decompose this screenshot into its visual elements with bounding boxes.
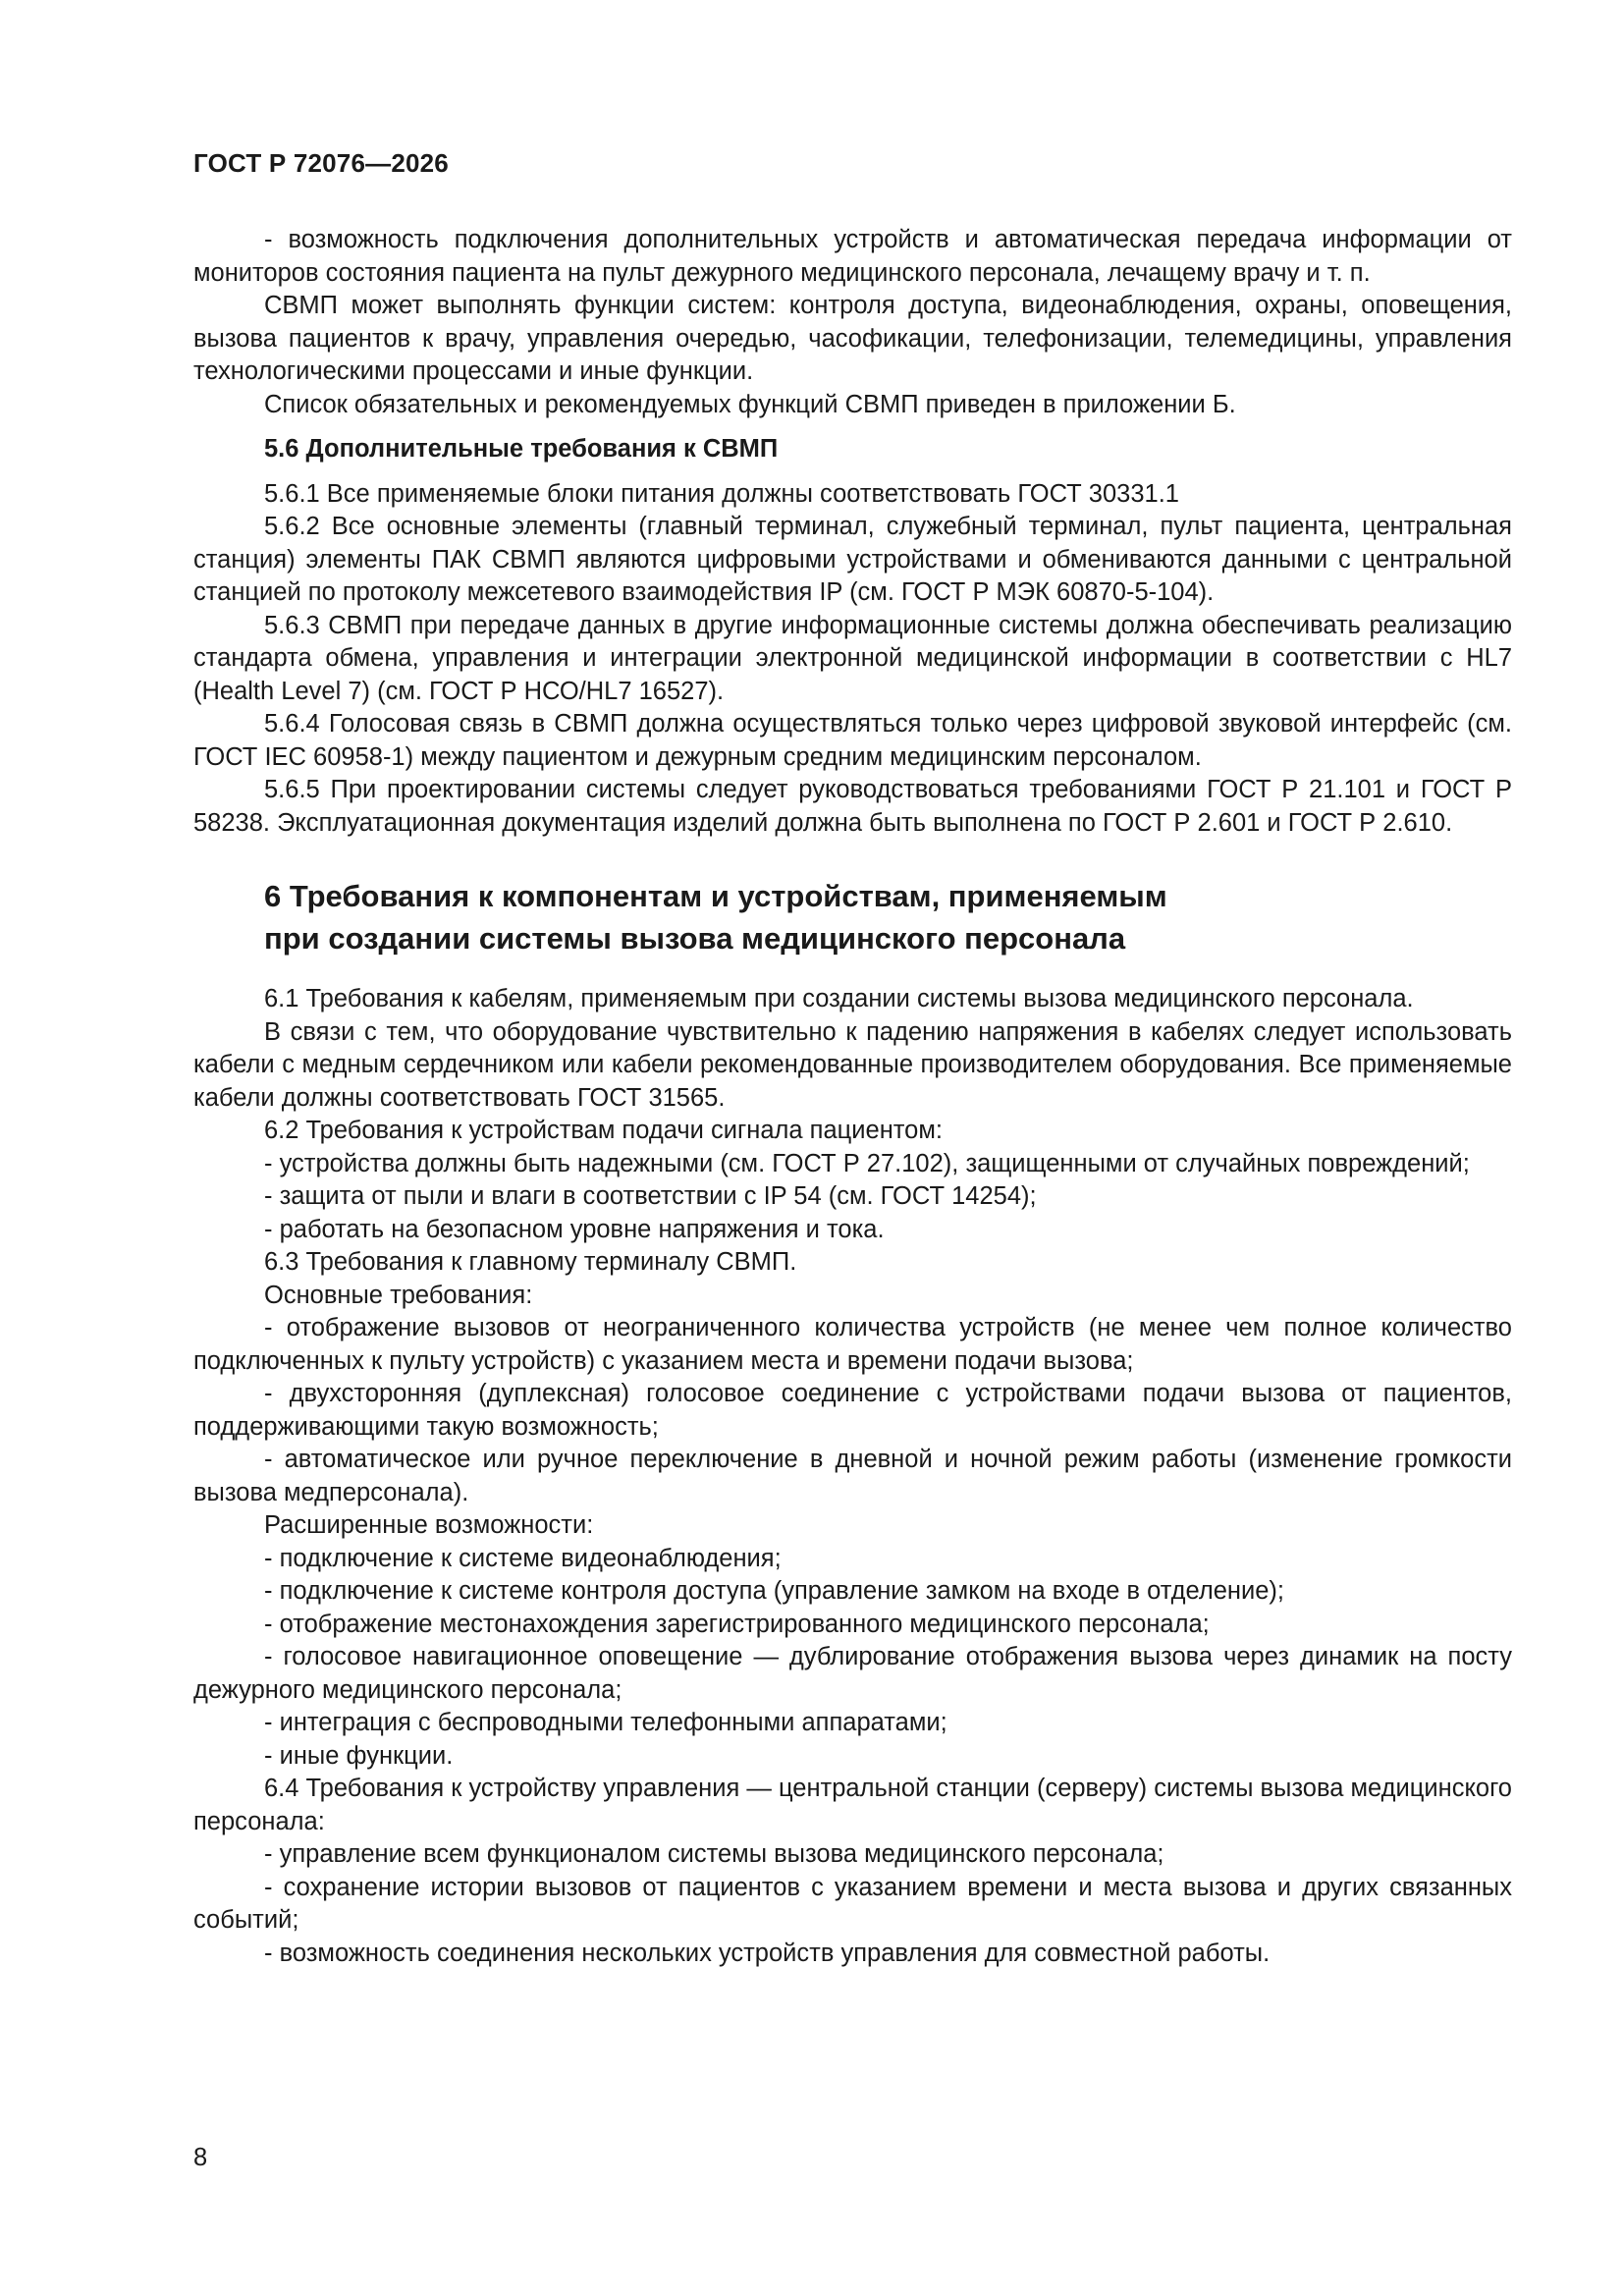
paragraph: СВМП может выполнять функции систем: контроля доступа, видеонаблюдения, охраны, оповещения, вызова пациентов к врачу, управления очередью, часофикации, телефонизации, телемедицины, управления технологическими процессами и иные функции. [193,292,1512,385]
paragraph: 6.4 Требования к устройству управления — центральной станции (серверу) системы вызова медицинского персонала: [193,1775,1512,1835]
list-item: - отображение местонахождения зарегистрированного медицинского персонала; [264,1610,1210,1638]
paragraph: Основные требования: [264,1281,533,1309]
list-item: - иные функции. [264,1741,454,1770]
list-item: - работать на безопасном уровне напряжения и тока. [264,1215,885,1243]
list-item: - подключение к системе контроля доступа (управление замком на входе в отделение); [264,1577,1285,1605]
list-item: - отображение вызовов от неограниченного количества устройств (не менее чем полное количество подключенных к пульту устройств) с указанием места и времени подачи вызова; [193,1314,1512,1375]
list-item: - сохранение истории вызовов от пациентов с указанием времени и места вызова и других связанных событий; [193,1873,1512,1934]
list-item: - управление всем функционалом системы вызова медицинского персонала; [264,1840,1164,1868]
list-item: - двухсторонняя (дуплексная) голосовое соединение с устройствами подачи вызова от пациентов, поддерживающими такую возможность; [193,1380,1512,1441]
list-item: - голосовое навигационное оповещение — дублирование отображения вызова через динамик на посту дежурного медицинского персонала; [193,1643,1512,1704]
list-item: - устройства должны быть надежными (см. ГОСТ Р 27.102), защищенными от случайных повреждений; [264,1149,1470,1177]
list-item: - интеграция с беспроводными телефонными аппаратами; [264,1709,947,1736]
list-item: - возможность соединения нескольких устройств управления для совместной работы. [264,1939,1271,1967]
document-header-code: ГОСТ Р 72076—2026 [193,148,449,178]
clause-5-6-4: 5.6.4 Голосовая связь в СВМП должна осуществляться только через цифровой звуковой интерфейс (см. ГОСТ IEC 60958-1) между пациентом и дежурным средним медицинским персоналом. [193,710,1512,771]
list-item: - защита от пыли и влаги в соответствии с IP 54 (см. ГОСТ 14254); [264,1182,1037,1210]
clause-5-6-3: 5.6.3 СВМП при передаче данных в другие информационные системы должна обеспечивать реализацию стандарта обмена, управления и интеграции электронной медицинской информации в соответствии с HL7 (Health Level 7) (см. ГОСТ Р НСО/HL7 16527). [193,611,1512,705]
clause-5-6-2: 5.6.2 Все основные элементы (главный терминал, служебный терминал, пульт пациента, центральная станция) элементы ПАК СВМП являются цифровыми устройствами и обмениваются данными с центральной станцией по протоколу межсетевого взаимодействия IP (см. ГОСТ Р МЭК 60870-5-104). [193,513,1512,606]
paragraph: В связи с тем, что оборудование чувствительно к падению напряжения в кабелях следует использовать кабели с медным сердечником или кабели рекомендованные производителем оборудования. Все применяемые кабели должны соответствовать ГОСТ 31565. [193,1017,1512,1112]
list-item: - автоматическое или ручное переключение в дневной и ночной режим работы (изменение громкости вызова медперсонала). [193,1446,1512,1506]
paragraph: 6.3 Требования к главному терминалу СВМП. [264,1248,797,1276]
paragraph: - возможность подключения дополнительных устройств и автоматическая передача информации от мониторов состояния пациента на пульт дежурного медицинского персонала, лечащему врачу и т. п. [193,226,1512,287]
paragraph: 6.2 Требования к устройствам подачи сигнала пациентом: [264,1117,943,1144]
clause-5-6-1: 5.6.1 Все применяемые блоки питания должны соответствовать ГОСТ 30331.1 [264,479,1179,508]
section-heading-line-2: при создании системы вызова медицинского персонала [264,921,1126,956]
document-body [193,224,1512,1970]
paragraph: Список обязательных и рекомендуемых функций СВМП приведен в приложении Б. [264,390,1236,418]
clause-5-6-5: 5.6.5 При проектировании системы следует руководствоваться требованиями ГОСТ Р 21.101 и ГОСТ Р 58238. Эксплуатационная документация изделий должна быть выполнена по ГОСТ Р 2.601 и ГОСТ Р 2.610. [193,776,1512,837]
paragraph: 6.1 Требования к кабелям, применяемым при создании системы вызова медицинского персонала. [264,985,1414,1012]
section-heading-line-1: 6 Требования к компонентам и устройствам, применяемым [264,879,1167,913]
list-item: - подключение к системе видеонаблюдения; [264,1544,782,1572]
page-number: 8 [193,2144,208,2171]
subsection-heading-5-6: 5.6 Дополнительные требования к СВМП [264,435,779,463]
paragraph: Расширенные возможности: [264,1511,594,1539]
section-heading-6 [193,875,1512,959]
